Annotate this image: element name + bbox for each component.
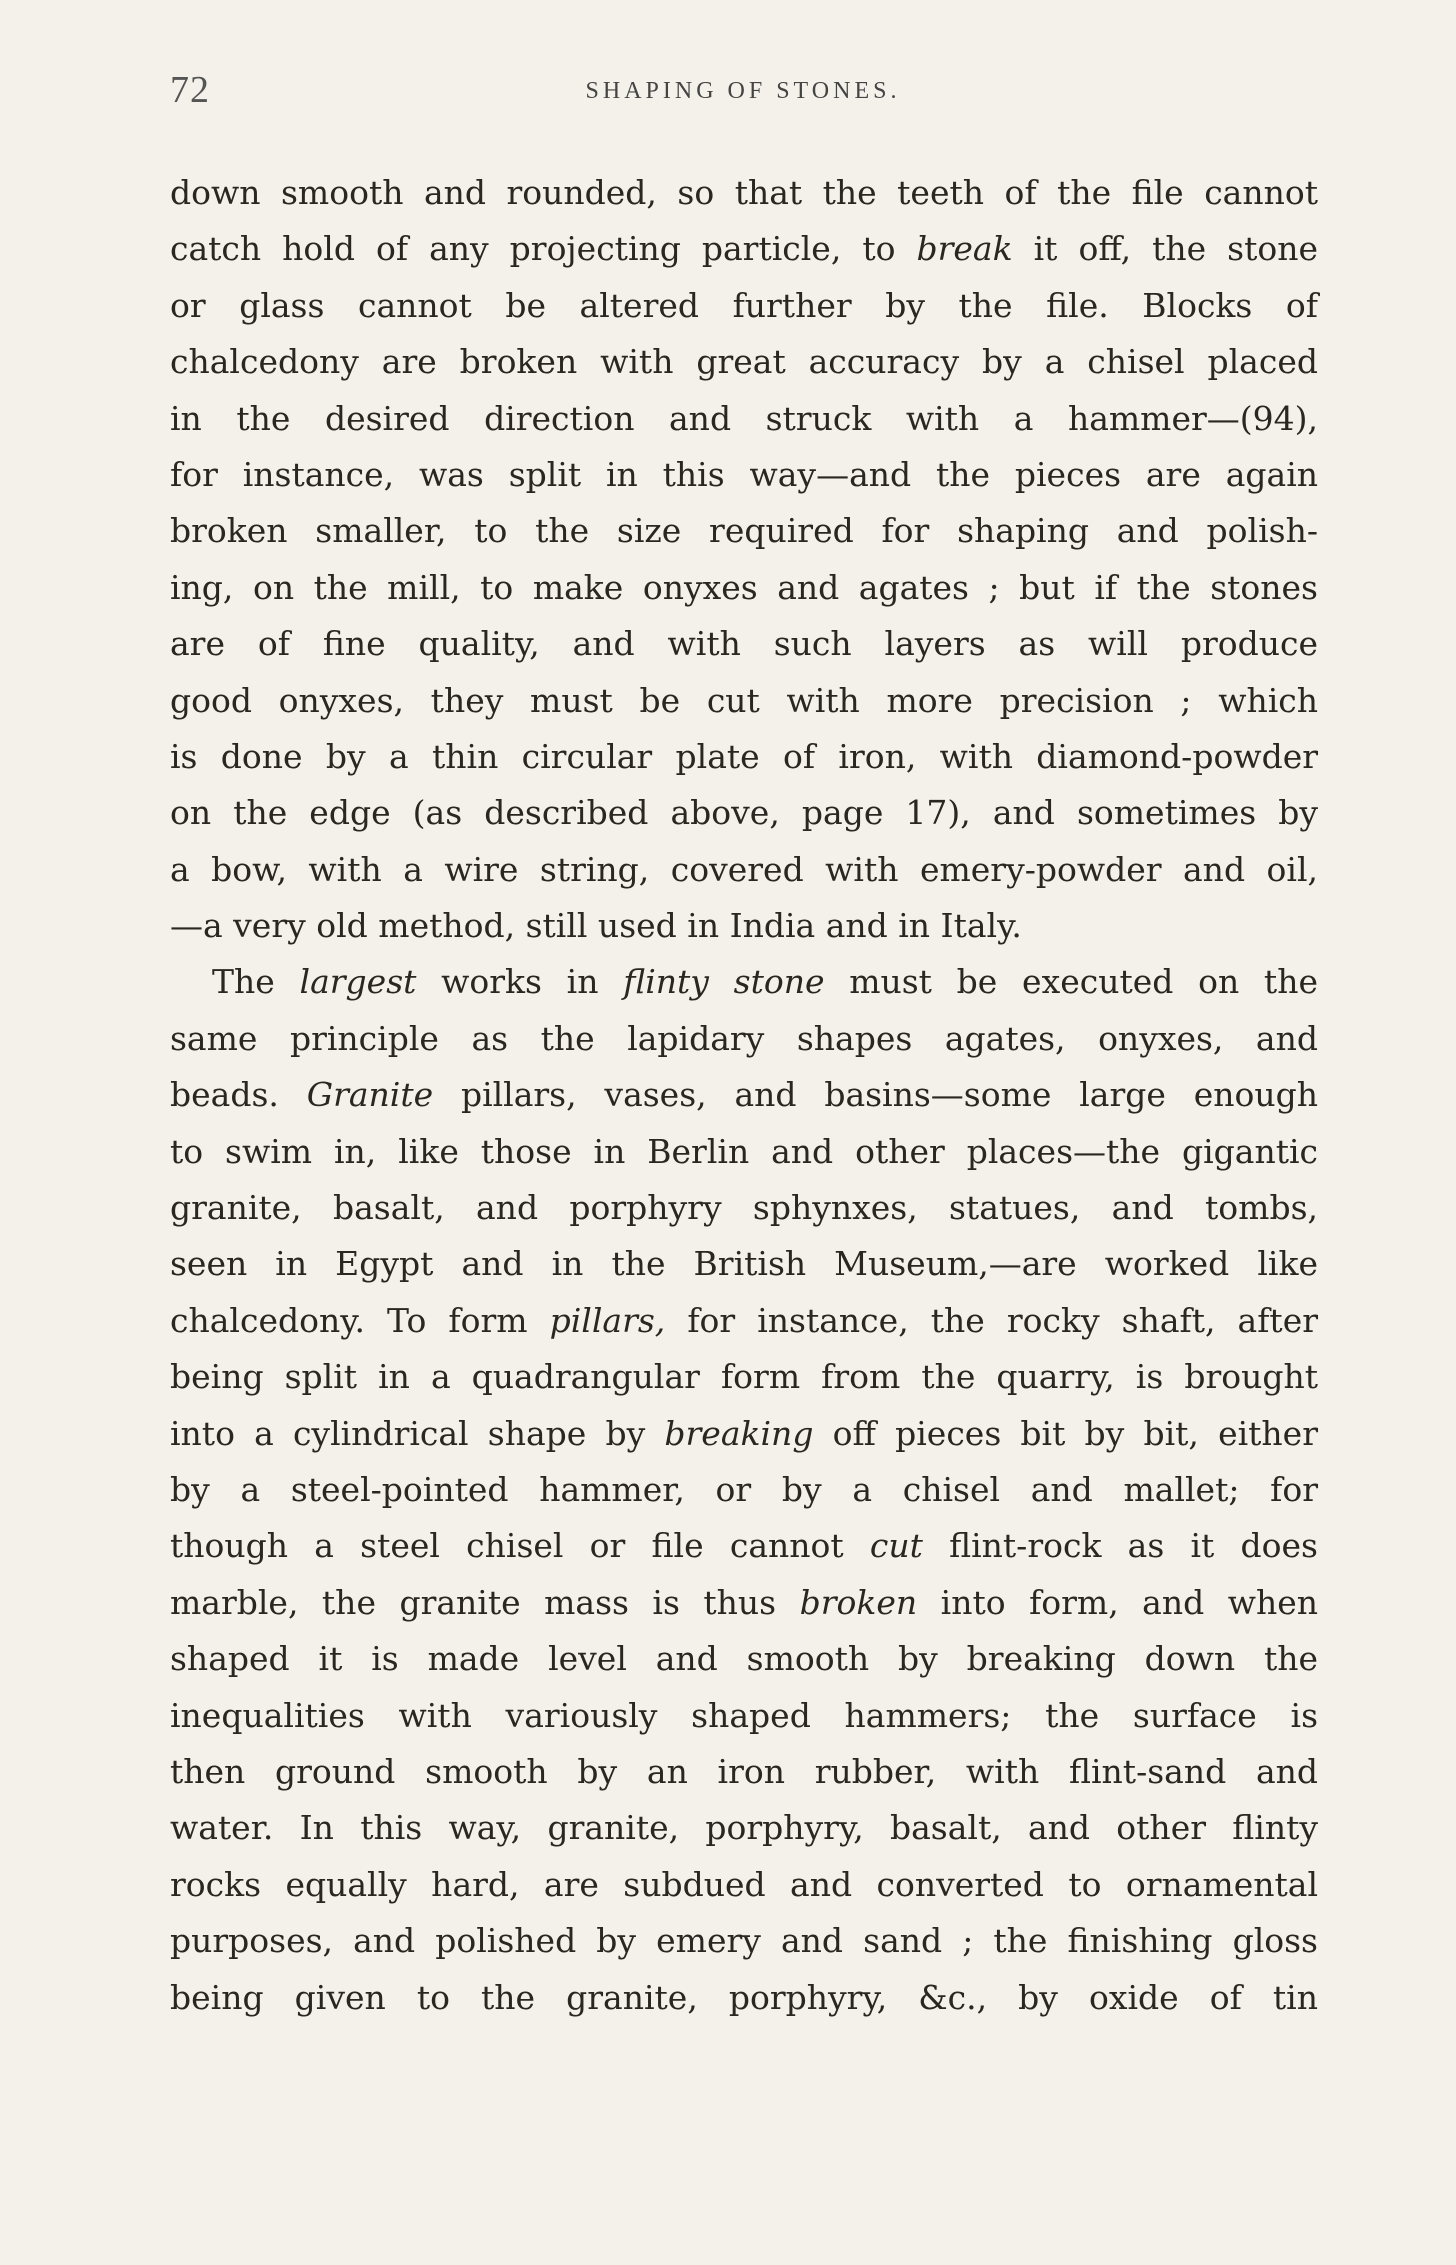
italic-text: break (916, 229, 1013, 269)
text-line (170, 1349, 1318, 1405)
italic-text: pillars, (549, 1300, 666, 1340)
text-line (170, 1688, 1318, 1744)
text-line (170, 503, 1318, 559)
text-run: for instance, was split in this way—and the pieces are again (170, 454, 1318, 494)
text-line (170, 673, 1318, 729)
text-line (170, 1970, 1318, 2026)
text-run: being split in a quadrangular form from the quarry, is brought (170, 1357, 1318, 1397)
text-run: The (212, 962, 300, 1002)
text-line (170, 560, 1318, 616)
italic-text: largest (299, 962, 417, 1002)
text-run: purposes, and polished by emery and sand ; the finishing gloss (170, 1921, 1318, 1961)
text-run: a bow, with a wire string, covered with emery-powder and oil, (170, 849, 1318, 889)
text-line (170, 1011, 1318, 1067)
italic-text: flinty stone (623, 962, 825, 1002)
text-line (170, 1575, 1318, 1631)
text-run: marble, the granite mass is thus (170, 1582, 800, 1622)
text-line (170, 1913, 1318, 1969)
text-line (170, 1800, 1318, 1856)
italic-text: Granite (306, 1075, 434, 1115)
text-line (170, 1857, 1318, 1913)
text-line (170, 278, 1318, 334)
text-run: rocks equally hard, are subdued and converted to ornamental (170, 1864, 1318, 1904)
text-line (170, 1180, 1318, 1236)
text-line (170, 1518, 1318, 1574)
page-header (170, 68, 1316, 118)
body-text (170, 165, 1318, 2026)
text-run: is done by a thin circular plate of iron, with diamond-powder (170, 736, 1318, 776)
text-line (170, 1124, 1318, 1180)
text-run: shaped it is made level and smooth by breaking down the (170, 1639, 1318, 1679)
text-line (170, 842, 1318, 898)
text-line (170, 1462, 1318, 1518)
text-run: beads. (170, 1075, 307, 1115)
text-run: into form, and when (917, 1582, 1319, 1622)
text-run: then ground smooth by an iron rubber, with flint-sand and (170, 1751, 1318, 1791)
text-line (170, 165, 1318, 221)
text-run: down smooth and rounded, so that the teeth of the file cannot (170, 173, 1318, 212)
text-run: good onyxes, they must be cut with more precision ; which (170, 680, 1318, 720)
text-run: catch hold of any projecting particle, to (170, 229, 917, 269)
text-run: pillars, vases, and basins—some large enough (433, 1075, 1318, 1115)
text-run: chalcedony are broken with great accuracy by a chisel placed (170, 342, 1318, 382)
text-run: same principle as the lapidary shapes agates, onyxes, and (170, 1018, 1318, 1058)
text-line (170, 954, 1318, 1010)
text-run: on the edge (as described above, page 17), and sometimes by (170, 793, 1318, 833)
text-run: being given to the granite, porphyry, &c., by oxide of tin (170, 1977, 1318, 2017)
text-run: or glass cannot be altered further by the file. Blocks of (170, 285, 1318, 325)
italic-text: breaking (664, 1413, 814, 1453)
text-run: must be executed on the (824, 962, 1318, 1002)
text-run: seen in Egypt and in the British Museum,—are worked like (170, 1244, 1318, 1284)
text-run: broken smaller, to the size required for shaping and polish- (170, 511, 1318, 551)
text-run: into a cylindrical shape by (170, 1413, 665, 1453)
text-run: flint-rock as it does (922, 1526, 1318, 1566)
italic-text: broken (799, 1582, 918, 1622)
text-run: are of fine quality, and with such layers as will produce (170, 624, 1318, 664)
text-line (170, 1744, 1318, 1800)
running-head: SHAPING OF STONES. (585, 78, 901, 104)
text-line (170, 1293, 1318, 1349)
text-line (170, 1067, 1318, 1123)
text-run: though a steel chisel or file cannot (170, 1526, 870, 1566)
text-run: inequalities with variously shaped hammers; the surface is (170, 1695, 1318, 1735)
text-run: to swim in, like those in Berlin and other places—the gigantic (170, 1131, 1318, 1171)
text-run: works in (416, 962, 624, 1002)
text-line (170, 391, 1318, 447)
text-run: by a steel-pointed hammer, or by a chisel and mallet; for (170, 1469, 1318, 1509)
text-run: —a very old method, still used in India and in Italy. (170, 906, 1022, 946)
text-line (170, 729, 1318, 785)
text-line (170, 1236, 1318, 1292)
text-line (170, 1406, 1318, 1462)
text-line (170, 334, 1318, 390)
text-line (170, 785, 1318, 841)
text-run: water. In this way, granite, porphyry, basalt, and other flinty (170, 1808, 1318, 1848)
text-run: for instance, the rocky shaft, after (665, 1300, 1318, 1340)
page-number: 72 (170, 69, 210, 111)
text-line (170, 898, 1318, 954)
text-run: in the desired direction and struck with a hammer—(94), (170, 398, 1318, 438)
text-line (170, 616, 1318, 672)
text-run: granite, basalt, and porphyry sphynxes, statues, and tombs, (170, 1188, 1318, 1228)
italic-text: cut (869, 1526, 923, 1566)
text-run: chalcedony. To form (170, 1300, 550, 1340)
text-line (170, 221, 1318, 277)
text-line (170, 1631, 1318, 1687)
text-line (170, 447, 1318, 503)
text-run: it off, the stone (1012, 229, 1319, 269)
text-run: ing, on the mill, to make onyxes and agates ; but if the stones (170, 567, 1318, 607)
text-run: off pieces bit by bit, either (813, 1413, 1318, 1453)
